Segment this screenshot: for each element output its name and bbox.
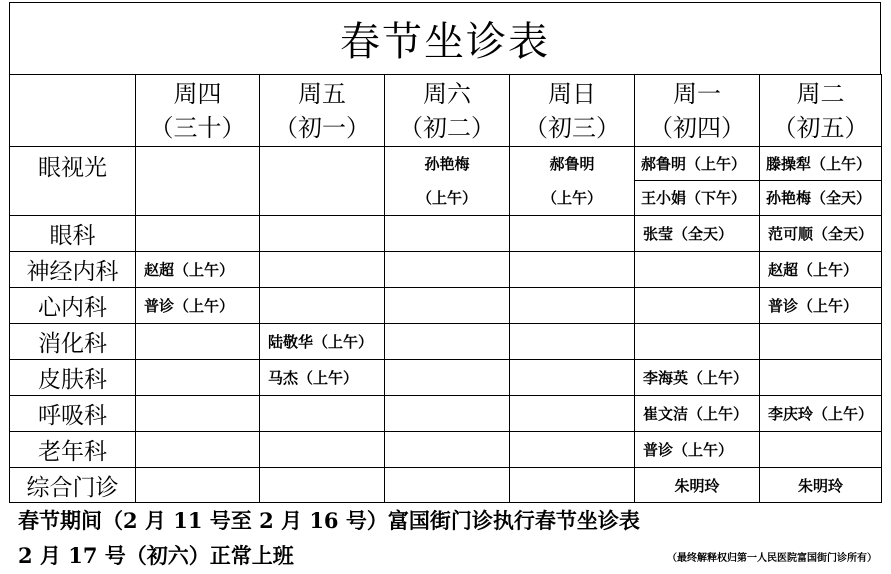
schedule-cell xyxy=(510,396,635,432)
page-title: 春节坐诊表 xyxy=(340,19,550,65)
schedule-cell xyxy=(385,432,510,468)
schedule-cell xyxy=(136,468,260,503)
table-row xyxy=(10,288,882,324)
header-thursday xyxy=(136,75,260,147)
table-row xyxy=(10,396,882,432)
schedule-cell: 范可顺（全天） xyxy=(760,216,882,252)
header-sunday xyxy=(510,75,635,147)
dept-label: 神经内科 xyxy=(10,252,136,288)
schedule-cell xyxy=(635,288,760,324)
schedule-cell xyxy=(510,324,635,360)
table-row xyxy=(10,360,882,396)
day-label: 周一 xyxy=(673,79,721,108)
doctor-name: 孙艳梅 xyxy=(424,155,470,173)
schedule-cell xyxy=(635,147,760,216)
schedule-cell xyxy=(136,147,260,216)
schedule-cell xyxy=(385,324,510,360)
schedule-cell xyxy=(260,216,385,252)
schedule-cell xyxy=(260,252,385,288)
footer-rights-note: （最终解释权归第一人民医院富国街门诊所有） xyxy=(667,553,877,564)
day-label: 周五 xyxy=(298,79,346,108)
schedule-cell: 朱明玲 xyxy=(760,468,882,503)
doctor-entry: 郝鲁明（上午） xyxy=(635,147,759,181)
schedule-cell xyxy=(510,147,635,216)
day-label: 周六 xyxy=(423,79,471,108)
schedule-cell: 陆敬华（上午） xyxy=(260,324,385,360)
schedule-cell xyxy=(385,216,510,252)
schedule-cell xyxy=(760,360,882,396)
dept-label: 呼吸科 xyxy=(10,396,136,432)
schedule-cell: 崔文洁（上午） xyxy=(635,396,760,432)
schedule-cell: 李庆玲（上午） xyxy=(760,396,882,432)
table-row xyxy=(10,216,882,252)
header-monday xyxy=(635,75,760,147)
header-tuesday xyxy=(760,75,882,147)
schedule-cell: 赵超（上午） xyxy=(136,252,260,288)
day-label: 周日 xyxy=(548,79,596,108)
header-row xyxy=(10,75,882,147)
schedule-cell xyxy=(260,432,385,468)
table-row xyxy=(10,468,882,503)
footer-period-note: 春节期间（2 月 11 号至 2 月 16 号）富国街门诊执行春节坐诊表 xyxy=(18,508,640,533)
schedule-cell xyxy=(136,216,260,252)
doctor-entry: 王小娟（下午） xyxy=(641,189,747,207)
schedule-cell xyxy=(760,432,882,468)
schedule-cell xyxy=(510,360,635,396)
schedule-cell xyxy=(136,324,260,360)
table-row xyxy=(10,324,882,360)
schedule-cell xyxy=(385,396,510,432)
schedule-cell xyxy=(510,432,635,468)
dept-label: 老年科 xyxy=(10,432,136,468)
doctor-entry: 滕操犁（上午） xyxy=(760,147,881,181)
footer-resume-note: 2 月 17 号（初六）正常上班 xyxy=(18,543,294,568)
lunar-label: （初一） xyxy=(274,113,370,142)
lunar-label: （三十） xyxy=(149,113,246,142)
schedule-cell xyxy=(385,252,510,288)
schedule-cell xyxy=(385,288,510,324)
schedule-cell xyxy=(760,147,882,216)
lunar-label: （初三） xyxy=(524,113,620,142)
schedule-cell: 李海英（上午） xyxy=(635,360,760,396)
schedule-cell xyxy=(635,324,760,360)
schedule-cell xyxy=(760,324,882,360)
dept-label: 眼科 xyxy=(10,216,136,252)
day-label: 周四 xyxy=(173,79,222,108)
doctor-entry: 孙艳梅（全天） xyxy=(766,189,872,207)
doctor-name: 郝鲁明 xyxy=(549,155,595,173)
schedule-cell xyxy=(136,396,260,432)
schedule-table xyxy=(9,74,882,503)
header-friday xyxy=(260,75,385,147)
schedule-cell: 普诊（上午） xyxy=(136,288,260,324)
schedule-cell xyxy=(510,288,635,324)
schedule-cell xyxy=(635,252,760,288)
title-box xyxy=(9,2,881,74)
schedule-cell: 朱明玲 xyxy=(635,468,760,503)
doctor-time: （上午） xyxy=(541,189,602,207)
lunar-label: （初二） xyxy=(399,113,495,142)
schedule-cell xyxy=(136,360,260,396)
schedule-cell xyxy=(510,216,635,252)
dept-label: 皮肤科 xyxy=(10,360,136,396)
lunar-label: （初四） xyxy=(649,113,745,142)
table-row xyxy=(10,147,882,216)
header-saturday xyxy=(385,75,510,147)
schedule-cell xyxy=(510,468,635,503)
schedule-cell xyxy=(260,468,385,503)
dept-label: 消化科 xyxy=(10,324,136,360)
lunar-label: （初五） xyxy=(772,113,869,142)
schedule-cell xyxy=(260,396,385,432)
schedule-cell xyxy=(136,432,260,468)
schedule-cell xyxy=(385,360,510,396)
schedule-cell: 普诊（上午） xyxy=(760,288,882,324)
day-label: 周二 xyxy=(796,79,845,108)
schedule-cell xyxy=(385,147,510,216)
schedule-cell xyxy=(260,288,385,324)
schedule-cell: 张莹（全天） xyxy=(635,216,760,252)
dept-label: 综合门诊 xyxy=(10,468,136,503)
schedule-cell: 普诊（上午） xyxy=(635,432,760,468)
doctor-time: （上午） xyxy=(416,189,477,207)
corner-cell xyxy=(10,75,136,147)
schedule-cell xyxy=(260,147,385,216)
dept-label: 眼视光 xyxy=(10,147,136,216)
table-row xyxy=(10,252,882,288)
schedule-cell xyxy=(510,252,635,288)
schedule-cell: 马杰（上午） xyxy=(260,360,385,396)
schedule-cell xyxy=(385,468,510,503)
schedule-cell: 赵超（上午） xyxy=(760,252,882,288)
table-row xyxy=(10,432,882,468)
dept-label: 心内科 xyxy=(10,288,136,324)
